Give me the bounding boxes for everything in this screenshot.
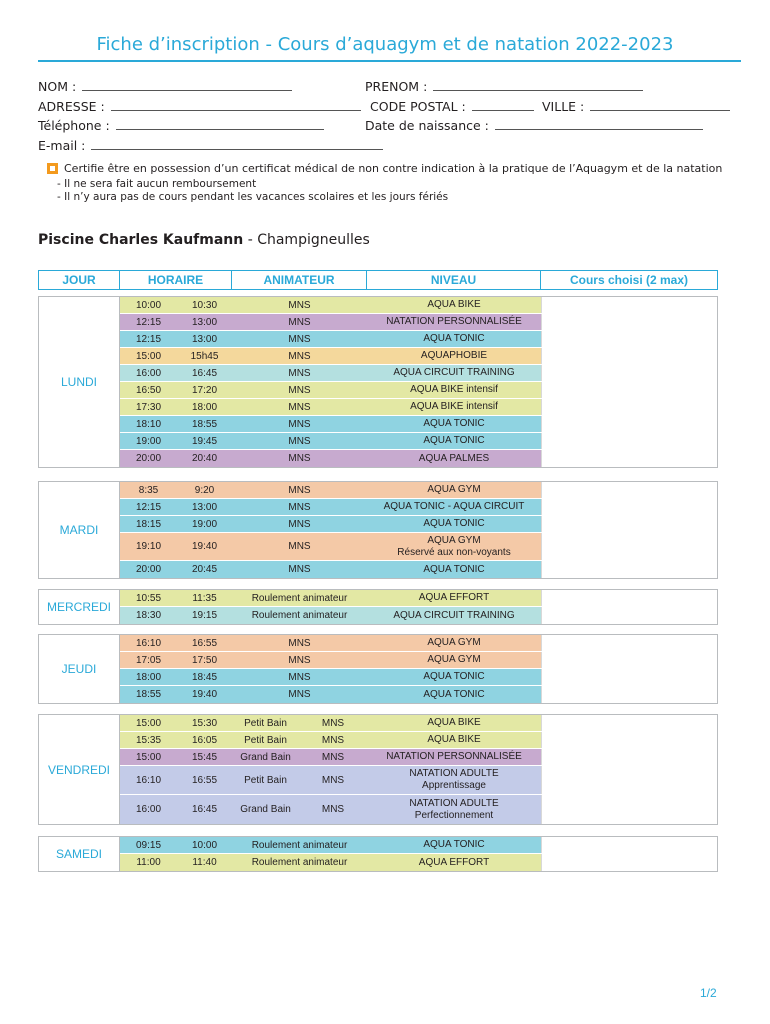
code-postal-line[interactable] [472, 99, 534, 111]
level-name: NATATION ADULTE [409, 797, 499, 809]
start-time: 17:30 [120, 399, 177, 415]
course-choice-cell[interactable] [541, 416, 717, 432]
level-name: NATATION ADULTE [409, 768, 499, 779]
level-cell [367, 416, 541, 432]
animator: MNS [299, 732, 367, 748]
level-cell [367, 669, 541, 685]
course-choice-cell[interactable] [541, 297, 717, 313]
start-time: 15:00 [120, 749, 177, 765]
start-time: 15:00 [120, 348, 177, 364]
session-row [120, 635, 717, 652]
start-time: 20:00 [120, 561, 177, 578]
animator: MNS [232, 297, 367, 313]
course-choice-cell[interactable] [541, 516, 717, 532]
session-row [120, 382, 717, 399]
course-choice-cell[interactable] [541, 561, 717, 578]
course-choice-cell[interactable] [541, 348, 717, 364]
course-choice-cell[interactable] [541, 590, 717, 606]
animator: MNS [232, 399, 367, 415]
page-number: 1/2 [700, 986, 717, 1000]
course-choice-cell[interactable] [541, 365, 717, 381]
level-detail: Apprentissage [422, 780, 486, 791]
course-choice-cell[interactable] [541, 382, 717, 398]
animator: MNS [299, 715, 367, 731]
level-name: AQUA TONIC [423, 333, 485, 344]
end-time: 15:30 [177, 715, 232, 731]
code-postal-label: CODE POSTAL : [370, 99, 466, 114]
course-choice-cell[interactable] [541, 533, 717, 560]
adresse-field[interactable] [38, 99, 361, 114]
note-no-refund: - Il ne sera fait aucun remboursement [57, 178, 257, 190]
pool-area: Petit Bain [232, 715, 299, 731]
session-row [120, 516, 717, 533]
ville-field[interactable] [542, 99, 730, 114]
end-time: 19:15 [177, 607, 232, 624]
start-time: 20:00 [120, 450, 177, 467]
header-cours-choisi: Cours choisi (2 max) [541, 270, 718, 290]
level-name: AQUA TONIC [423, 839, 485, 850]
course-choice-cell[interactable] [541, 399, 717, 415]
end-time: 19:40 [177, 686, 232, 703]
day-label: MARDI [38, 481, 120, 579]
end-time: 16:45 [177, 365, 232, 381]
prenom-line[interactable] [433, 79, 643, 91]
certificate-text: Certifie être en possession d’un certificat médical de non contre indication à la pratique de l’Aquagym et de la natation [64, 162, 723, 175]
animator: MNS [299, 795, 367, 824]
session-row [120, 607, 717, 624]
session-row [120, 297, 717, 314]
level-detail: Réservé aux non-voyants [397, 546, 511, 558]
level-name: AQUA TONIC [423, 418, 485, 429]
end-time: 16:55 [177, 766, 232, 794]
course-choice-cell[interactable] [541, 482, 717, 498]
pool-area: Grand Bain [232, 795, 299, 824]
start-time: 12:15 [120, 331, 177, 347]
day-sessions [120, 481, 718, 579]
end-time: 9:20 [177, 482, 232, 498]
header-horaire: HORAIRE [120, 270, 232, 290]
header-niveau: NIVEAU [367, 270, 541, 290]
end-time: 15:45 [177, 749, 232, 765]
prenom-label: PRENOM : [365, 79, 428, 94]
course-choice-cell[interactable] [541, 450, 717, 467]
animator: MNS [232, 382, 367, 398]
course-choice-cell[interactable] [541, 854, 717, 871]
course-choice-cell[interactable] [541, 715, 717, 731]
end-time: 11:40 [177, 854, 232, 871]
animator: MNS [232, 365, 367, 381]
end-time: 19:45 [177, 433, 232, 449]
course-choice-cell[interactable] [541, 732, 717, 748]
end-time: 20:40 [177, 450, 232, 467]
course-choice-cell[interactable] [541, 331, 717, 347]
session-row [120, 590, 717, 607]
course-choice-cell[interactable] [541, 499, 717, 515]
level-cell [367, 365, 541, 381]
pool-area: Petit Bain [232, 732, 299, 748]
level-name: AQUA EFFORT [418, 856, 490, 868]
end-time: 17:20 [177, 382, 232, 398]
level-name: AQUA GYM [427, 484, 481, 495]
note-no-classes: - Il n’y aura pas de cours pendant les vacances scolaires et les jours fériés [57, 191, 449, 203]
end-time: 20:45 [177, 561, 232, 578]
start-time: 15:35 [120, 732, 177, 748]
level-cell [367, 766, 541, 794]
animator: MNS [232, 416, 367, 432]
session-row [120, 533, 717, 561]
level-name: AQUA CIRCUIT TRAINING [393, 609, 515, 621]
start-time: 10:55 [120, 590, 177, 606]
course-choice-cell[interactable] [541, 749, 717, 765]
adresse-label: ADRESSE : [38, 99, 105, 114]
start-time: 16:00 [120, 795, 177, 824]
telephone-field[interactable] [38, 118, 324, 133]
session-row [120, 416, 717, 433]
code-postal-field[interactable] [370, 99, 534, 114]
level-name: AQUA BIKE intensif [410, 384, 498, 395]
end-time: 10:00 [177, 837, 232, 853]
session-row [120, 652, 717, 669]
level-name: AQUA PALMES [418, 452, 490, 464]
prenom-field[interactable] [365, 79, 643, 94]
level-name: AQUA EFFORT [418, 592, 490, 603]
nom-field[interactable] [38, 79, 292, 94]
level-cell [367, 482, 541, 498]
animator: Roulement animateur [232, 854, 367, 871]
session-row [120, 348, 717, 365]
level-cell [367, 499, 541, 515]
start-time: 12:15 [120, 499, 177, 515]
level-name: AQUA BIKE intensif [410, 401, 498, 412]
email-label: E-mail : [38, 138, 86, 153]
animator: MNS [232, 433, 367, 449]
end-time: 15h45 [177, 348, 232, 364]
level-name: AQUA CIRCUIT TRAINING [393, 367, 515, 378]
start-time: 8:35 [120, 482, 177, 498]
course-choice-cell[interactable] [541, 433, 717, 449]
level-name: NATATION PERSONNALISÉE [386, 751, 522, 762]
course-choice-cell[interactable] [541, 837, 717, 853]
level-cell [367, 749, 541, 765]
day-sessions [120, 296, 718, 468]
level-cell [367, 297, 541, 313]
start-time: 18:10 [120, 416, 177, 432]
end-time: 16:55 [177, 635, 232, 651]
email-field[interactable] [38, 138, 383, 153]
end-time: 16:05 [177, 732, 232, 748]
start-time: 16:00 [120, 365, 177, 381]
level-cell [367, 533, 541, 560]
animator: MNS [232, 686, 367, 703]
day-sessions [120, 714, 718, 825]
level-cell [367, 854, 541, 871]
telephone-line[interactable] [116, 118, 324, 130]
day-label: SAMEDI [38, 836, 120, 872]
session-row [120, 433, 717, 450]
session-row [120, 749, 717, 766]
day-label: LUNDI [38, 296, 120, 468]
level-cell [367, 635, 541, 651]
level-name: AQUA BIKE [427, 734, 481, 745]
session-row [120, 854, 717, 871]
level-name: NATATION PERSONNALISÉE [386, 316, 522, 327]
start-time: 09:15 [120, 837, 177, 853]
animator: MNS [232, 314, 367, 330]
title-divider [38, 60, 741, 62]
end-time: 18:55 [177, 416, 232, 432]
end-time: 19:00 [177, 516, 232, 532]
session-row [120, 499, 717, 516]
animator: MNS [299, 766, 367, 794]
course-choice-cell[interactable] [541, 686, 717, 703]
start-time: 15:00 [120, 715, 177, 731]
level-name: AQUA TONIC [423, 563, 485, 575]
end-time: 17:50 [177, 652, 232, 668]
level-name: AQUA TONIC [423, 671, 485, 682]
session-row [120, 482, 717, 499]
day-sessions [120, 836, 718, 872]
pool-heading [38, 232, 370, 248]
end-time: 18:00 [177, 399, 232, 415]
start-time: 19:10 [120, 533, 177, 560]
session-row [120, 331, 717, 348]
session-row [120, 837, 717, 854]
start-time: 11:00 [120, 854, 177, 871]
level-cell [367, 450, 541, 467]
start-time: 18:55 [120, 686, 177, 703]
page-title: Fiche d’inscription - Cours d’aquagym et de natation 2022-2023 [96, 34, 674, 55]
animator: MNS [232, 482, 367, 498]
course-choice-cell[interactable] [541, 795, 717, 824]
end-time: 13:00 [177, 499, 232, 515]
session-row [120, 365, 717, 382]
session-row [120, 561, 717, 578]
level-cell [367, 795, 541, 824]
end-time: 13:00 [177, 331, 232, 347]
adresse-line[interactable] [111, 99, 361, 111]
end-time: 19:40 [177, 533, 232, 560]
animator: MNS [232, 348, 367, 364]
ville-line[interactable] [590, 99, 730, 111]
end-time: 18:45 [177, 669, 232, 685]
nom-line[interactable] [82, 79, 292, 91]
level-cell [367, 561, 541, 578]
start-time: 12:15 [120, 314, 177, 330]
animator: MNS [232, 652, 367, 668]
animator: MNS [232, 561, 367, 578]
animator: Roulement animateur [232, 607, 367, 624]
level-cell [367, 433, 541, 449]
start-time: 16:50 [120, 382, 177, 398]
start-time: 18:15 [120, 516, 177, 532]
level-name: AQUA GYM [427, 654, 481, 665]
animator: MNS [232, 516, 367, 532]
level-cell [367, 837, 541, 853]
ville-label: VILLE : [542, 99, 585, 114]
start-time: 18:30 [120, 607, 177, 624]
level-cell [367, 652, 541, 668]
course-choice-cell[interactable] [541, 314, 717, 330]
header-jour: JOUR [38, 270, 120, 290]
level-name: AQUA GYM [427, 534, 481, 546]
level-cell [367, 348, 541, 364]
animator: Roulement animateur [232, 590, 367, 606]
session-row [120, 399, 717, 416]
animator: MNS [232, 635, 367, 651]
course-choice-cell[interactable] [541, 607, 717, 624]
start-time: 19:00 [120, 433, 177, 449]
level-name: AQUA TONIC [423, 688, 485, 700]
header-animateur: ANIMATEUR [232, 270, 367, 290]
pool-area: Grand Bain [232, 749, 299, 765]
pool-area: Petit Bain [232, 766, 299, 794]
course-choice-cell[interactable] [541, 652, 717, 668]
animator: MNS [232, 450, 367, 467]
checkbox-icon[interactable] [47, 163, 58, 174]
level-cell [367, 382, 541, 398]
level-name: AQUA TONIC - AQUA CIRCUIT [383, 501, 525, 512]
end-time: 11:35 [177, 590, 232, 606]
animator: Roulement animateur [232, 837, 367, 853]
animator: MNS [299, 749, 367, 765]
end-time: 16:45 [177, 795, 232, 824]
nom-label: NOM : [38, 79, 77, 94]
date-naissance-label: Date de naissance : [365, 118, 489, 133]
level-name: AQUA BIKE [427, 717, 481, 728]
session-row [120, 715, 717, 732]
day-label: VENDREDI [38, 714, 120, 825]
session-row [120, 795, 717, 824]
course-choice-cell[interactable] [541, 669, 717, 685]
end-time: 10:30 [177, 297, 232, 313]
session-row [120, 314, 717, 331]
day-sessions [120, 589, 718, 625]
pool-name: Piscine Charles Kaufmann [38, 232, 244, 248]
day-label: MERCREDI [38, 589, 120, 625]
session-row [120, 669, 717, 686]
date-naissance-field[interactable] [365, 118, 703, 133]
start-time: 16:10 [120, 766, 177, 794]
session-row [120, 732, 717, 749]
level-name: AQUA BIKE [427, 299, 481, 310]
telephone-label: Téléphone : [38, 118, 110, 133]
level-cell [367, 516, 541, 532]
email-line[interactable] [91, 138, 383, 150]
level-cell [367, 331, 541, 347]
day-label: JEUDI [38, 634, 120, 704]
day-sessions [120, 634, 718, 704]
level-cell [367, 399, 541, 415]
level-name: AQUA GYM [427, 637, 481, 648]
animator: MNS [232, 331, 367, 347]
level-cell [367, 732, 541, 748]
session-row [120, 450, 717, 467]
level-cell [367, 715, 541, 731]
course-choice-cell[interactable] [541, 766, 717, 794]
animator: MNS [232, 533, 367, 560]
level-name: AQUAPHOBIE [420, 350, 488, 361]
level-cell [367, 314, 541, 330]
start-time: 17:05 [120, 652, 177, 668]
animator: MNS [232, 499, 367, 515]
start-time: 10:00 [120, 297, 177, 313]
start-time: 18:00 [120, 669, 177, 685]
course-choice-cell[interactable] [541, 635, 717, 651]
pool-city: - Champigneulles [243, 232, 370, 248]
level-cell [367, 607, 541, 624]
level-detail: Perfectionnement [414, 809, 494, 821]
level-name: AQUA TONIC [423, 435, 485, 446]
session-row [120, 686, 717, 703]
date-naissance-line[interactable] [495, 118, 703, 130]
level-name: AQUA TONIC [423, 518, 485, 529]
level-cell [367, 686, 541, 703]
level-cell [367, 590, 541, 606]
session-row [120, 766, 717, 795]
animator: MNS [232, 669, 367, 685]
start-time: 16:10 [120, 635, 177, 651]
end-time: 13:00 [177, 314, 232, 330]
